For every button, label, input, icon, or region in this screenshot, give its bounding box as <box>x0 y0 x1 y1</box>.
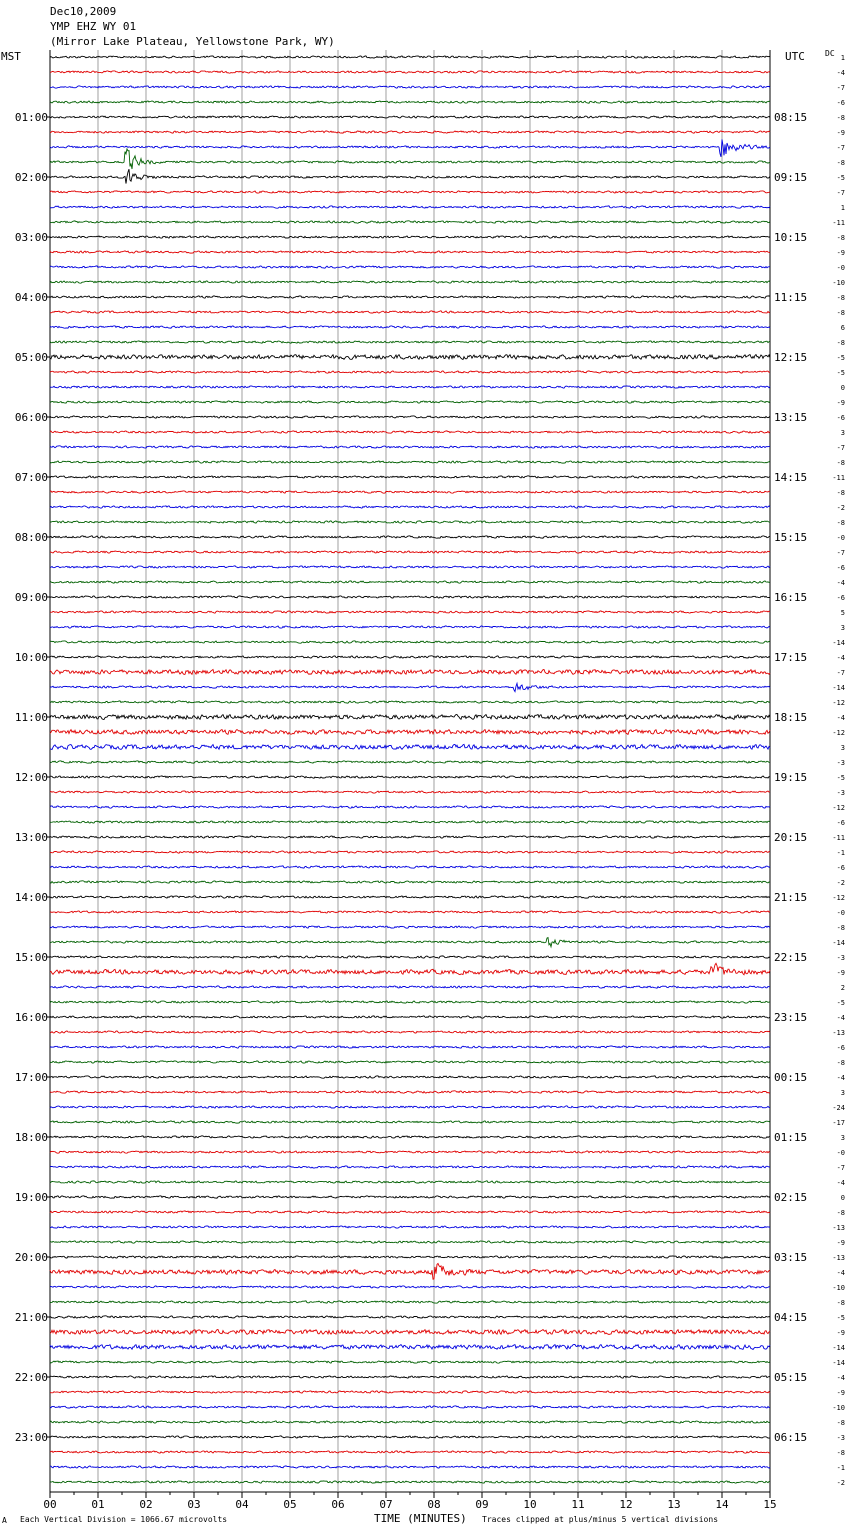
seismic-trace <box>50 116 770 118</box>
right-hour-label: 17:15 <box>774 651 808 664</box>
seismic-trace <box>50 986 770 988</box>
seismic-trace <box>50 551 770 553</box>
dc-offset-value: -8 <box>836 114 845 122</box>
dc-offset-value: -9 <box>836 1389 845 1397</box>
left-hour-label: 13:00 <box>14 831 48 844</box>
seismic-trace <box>50 1316 770 1318</box>
left-hour-label: 01:00 <box>14 111 48 124</box>
seismic-trace <box>50 1406 770 1408</box>
right-hour-label: 10:15 <box>774 231 808 244</box>
dc-offset-value: -11 <box>832 474 845 482</box>
right-hour-label: 21:15 <box>774 891 808 904</box>
header-station: YMP EHZ WY 01 <box>50 20 137 33</box>
dc-offset-value: 3 <box>840 1134 845 1142</box>
x-tick-label: 11 <box>571 1498 585 1511</box>
right-hour-label: 11:15 <box>774 291 808 304</box>
seismic-trace <box>50 596 770 598</box>
x-tick-label: 10 <box>523 1498 537 1511</box>
dc-offset-value: -17 <box>832 1119 845 1127</box>
left-hour-label: 15:00 <box>14 951 48 964</box>
seismic-trace <box>50 71 770 73</box>
dc-offset-value: -8 <box>836 459 845 467</box>
seismic-trace <box>50 566 770 568</box>
right-hour-label: 19:15 <box>774 771 808 784</box>
dc-offset-value: -6 <box>836 819 845 827</box>
seismic-trace <box>50 963 770 975</box>
dc-offset-value: -9 <box>836 129 845 137</box>
dc-offset-value: -0 <box>836 909 845 917</box>
seismic-trace <box>50 896 770 898</box>
dc-offset-value: -9 <box>836 1329 845 1337</box>
left-hour-label: 18:00 <box>14 1131 48 1144</box>
seismic-trace <box>50 1256 770 1258</box>
dc-offset-value: 1 <box>840 54 845 62</box>
x-tick-label: 06 <box>331 1498 345 1511</box>
dc-offset-value: -3 <box>836 1434 845 1442</box>
seismic-trace <box>50 641 770 643</box>
seismic-trace <box>50 776 770 778</box>
seismic-trace <box>50 139 770 156</box>
dc-offset-value: -4 <box>836 654 845 662</box>
right-timezone-label: UTC <box>785 50 805 63</box>
dc-offset-value: -8 <box>836 924 845 932</box>
dc-offset-value: -8 <box>836 1059 845 1067</box>
dc-offset-value: -14 <box>832 939 845 947</box>
seismic-trace <box>50 1016 770 1018</box>
right-hour-label: 23:15 <box>774 1011 808 1024</box>
right-hour-label: 15:15 <box>774 531 808 544</box>
x-tick-label: 12 <box>619 1498 633 1511</box>
seismic-trace <box>50 1046 770 1048</box>
right-hour-label: 14:15 <box>774 471 808 484</box>
left-timezone-label: MST <box>1 50 21 63</box>
right-hour-label: 08:15 <box>774 111 808 124</box>
seismic-trace <box>50 1330 770 1335</box>
seismic-trace <box>50 221 770 223</box>
dc-offset-value: -12 <box>832 729 845 737</box>
x-tick-label: 07 <box>379 1498 393 1511</box>
seismic-trace <box>50 1391 770 1393</box>
dc-offset-value: -11 <box>832 219 845 227</box>
seismic-trace <box>50 1136 770 1138</box>
seismic-trace <box>50 131 770 133</box>
dc-offset-value: -6 <box>836 594 845 602</box>
seismic-trace <box>50 446 770 448</box>
dc-offset-value: 0 <box>840 384 845 392</box>
seismic-trace <box>50 1061 770 1063</box>
header-date: Dec10,2009 <box>50 5 117 18</box>
seismic-trace <box>50 1241 770 1243</box>
x-tick-label: 04 <box>235 1498 249 1511</box>
seismic-trace <box>50 1436 770 1438</box>
dc-offset-value: -7 <box>836 189 845 197</box>
dc-offset-value: -6 <box>836 99 845 107</box>
dc-offset-value: 3 <box>840 1089 845 1097</box>
seismic-trace <box>50 236 770 238</box>
dc-offset-value: -8 <box>836 159 845 167</box>
x-tick-label: 03 <box>187 1498 201 1511</box>
right-hour-label: 02:15 <box>774 1191 808 1204</box>
dc-offset-value: -7 <box>836 669 845 677</box>
dc-offset-value: -4 <box>836 1179 845 1187</box>
seismic-trace <box>50 683 770 691</box>
seismic-trace <box>50 191 770 193</box>
dc-offset-value: -10 <box>832 279 845 287</box>
dc-offset-value: -7 <box>836 1164 845 1172</box>
x-tick-label: 14 <box>715 1498 729 1511</box>
seismic-trace <box>50 416 770 418</box>
seismic-trace <box>50 1376 770 1378</box>
dc-offset-value: -13 <box>832 1254 845 1262</box>
left-hour-label: 09:00 <box>14 591 48 604</box>
dc-offset-value: -0 <box>836 1149 845 1157</box>
right-hour-label: 06:15 <box>774 1431 808 1444</box>
seismic-trace <box>50 581 770 583</box>
seismic-trace <box>50 1421 770 1423</box>
seismic-trace <box>50 1301 770 1303</box>
x-tick-label: 09 <box>475 1498 489 1511</box>
left-hour-label: 06:00 <box>14 411 48 424</box>
dc-offset-value: -13 <box>832 1224 845 1232</box>
clip-note: Traces clipped at plus/minus 5 vertical divisions <box>482 1515 719 1524</box>
dc-offset-value: -10 <box>832 1284 845 1292</box>
seismic-trace <box>50 461 770 463</box>
seismic-trace <box>50 806 770 808</box>
left-hour-label: 22:00 <box>14 1371 48 1384</box>
seismic-trace <box>50 821 770 823</box>
seismic-trace <box>50 281 770 283</box>
x-tick-label: 01 <box>91 1498 105 1511</box>
dc-offset-value: -10 <box>832 1404 845 1412</box>
scale-note: Each Vertical Division = 1066.67 microvolts <box>20 1515 228 1524</box>
seismic-trace <box>50 506 770 508</box>
seismic-trace <box>50 326 770 328</box>
dc-offset-value: -4 <box>836 69 845 77</box>
seismic-trace <box>50 521 770 523</box>
x-tick-label: 15 <box>763 1498 777 1511</box>
header-location: (Mirror Lake Plateau, Yellowstone Park, WY) <box>50 35 335 48</box>
left-hour-label: 04:00 <box>14 291 48 304</box>
dc-offset-value: -3 <box>836 759 845 767</box>
seismic-trace <box>50 101 770 103</box>
dc-offset-value: -14 <box>832 1359 845 1367</box>
left-hour-label: 12:00 <box>14 771 48 784</box>
seismic-trace <box>50 431 770 433</box>
seismic-trace <box>50 371 770 373</box>
dc-offset-value: 1 <box>840 204 845 212</box>
right-hour-label: 18:15 <box>774 711 808 724</box>
dc-offset-value: -4 <box>836 1014 845 1022</box>
dc-offset-value: -4 <box>836 1074 845 1082</box>
seismic-trace <box>50 149 770 169</box>
dc-offset-value: -9 <box>836 1239 845 1247</box>
dc-offset-value: -8 <box>836 519 845 527</box>
dc-offset-value: -6 <box>836 414 845 422</box>
seismic-trace <box>50 938 770 947</box>
seismic-trace <box>50 611 770 613</box>
dc-offset-value: -9 <box>836 249 845 257</box>
seismic-trace <box>50 86 770 88</box>
dc-offset-value: -9 <box>836 969 845 977</box>
seismic-trace <box>50 1226 770 1228</box>
dc-offset-value: 0 <box>840 1194 845 1202</box>
x-tick-label: 00 <box>43 1498 57 1511</box>
seismic-trace <box>50 206 770 208</box>
dc-offset-value: -4 <box>836 579 845 587</box>
left-hour-label: 14:00 <box>14 891 48 904</box>
dc-offset-value: -14 <box>832 1344 845 1352</box>
dc-offset-value: -7 <box>836 444 845 452</box>
dc-offset-value: -12 <box>832 804 845 812</box>
dc-offset-value: -5 <box>836 1314 845 1322</box>
corner-mark: A <box>2 1516 7 1525</box>
dc-offset-value: -7 <box>836 144 845 152</box>
dc-offset-value: -6 <box>836 564 845 572</box>
dc-offset-value: -2 <box>836 504 845 512</box>
dc-offset-value: -8 <box>836 1209 845 1217</box>
dc-offset-value: -13 <box>832 1029 845 1037</box>
left-hour-label: 08:00 <box>14 531 48 544</box>
x-tick-label: 08 <box>427 1498 441 1511</box>
dc-offset-value: -8 <box>836 1419 845 1427</box>
dc-offset-value: -5 <box>836 999 845 1007</box>
dc-offset-value: -5 <box>836 354 845 362</box>
x-axis-title: TIME (MINUTES) <box>374 1512 467 1525</box>
seismic-trace <box>50 1031 770 1033</box>
dc-offset-value: -6 <box>836 1044 845 1052</box>
seismic-trace <box>50 866 770 868</box>
seismic-trace <box>50 851 770 853</box>
seismic-trace <box>50 266 770 268</box>
seismic-trace <box>50 956 770 958</box>
seismic-trace <box>50 670 770 675</box>
dc-offset-value: -7 <box>836 84 845 92</box>
dc-offset-value: -4 <box>836 1374 845 1382</box>
dc-offset-value: -1 <box>836 1464 845 1472</box>
dc-offset-value: -8 <box>836 294 845 302</box>
dc-offset-value: -8 <box>836 339 845 347</box>
seismic-trace <box>50 1106 770 1108</box>
dc-offset-value: -8 <box>836 309 845 317</box>
seismic-trace <box>50 251 770 253</box>
dc-offset-value: -0 <box>836 534 845 542</box>
dc-offset-value: 5 <box>840 609 845 617</box>
dc-offset-value: -8 <box>836 1299 845 1307</box>
left-hour-label: 21:00 <box>14 1311 48 1324</box>
seismic-trace <box>50 715 770 720</box>
dc-offset-value: -8 <box>836 1449 845 1457</box>
seismic-trace <box>50 1361 770 1363</box>
dc-offset-value: -8 <box>836 489 845 497</box>
dc-offset-value: -9 <box>836 399 845 407</box>
dc-offset-value: 6 <box>840 324 845 332</box>
dc-offset-value: -3 <box>836 954 845 962</box>
seismic-trace <box>50 1091 770 1093</box>
seismic-trace <box>50 761 770 763</box>
seismic-trace <box>50 1466 770 1468</box>
seismic-trace <box>50 1451 770 1453</box>
seismic-trace <box>50 1121 770 1123</box>
right-hour-label: 22:15 <box>774 951 808 964</box>
dc-offset-value: -14 <box>832 639 845 647</box>
dc-offset-value: -2 <box>836 879 845 887</box>
dc-offset-value: -14 <box>832 684 845 692</box>
dc-offset-value: 3 <box>840 744 845 752</box>
seismic-trace <box>50 169 770 183</box>
dc-offset-value: 3 <box>840 624 845 632</box>
seismic-trace <box>50 1001 770 1003</box>
seismic-trace <box>50 386 770 388</box>
seismic-trace <box>50 926 770 928</box>
seismic-trace <box>50 730 770 735</box>
seismic-trace <box>50 311 770 313</box>
seismic-trace <box>50 836 770 838</box>
seismic-trace <box>50 56 770 58</box>
dc-offset-value: -5 <box>836 774 845 782</box>
right-hour-label: 05:15 <box>774 1371 808 1384</box>
seismic-trace <box>50 1181 770 1183</box>
right-hour-label: 16:15 <box>774 591 808 604</box>
dc-offset-value: -3 <box>836 789 845 797</box>
seismic-trace <box>50 536 770 538</box>
left-hour-label: 02:00 <box>14 171 48 184</box>
left-hour-label: 10:00 <box>14 651 48 664</box>
seismic-trace <box>50 476 770 478</box>
seismic-trace <box>50 911 770 913</box>
left-hour-label: 11:00 <box>14 711 48 724</box>
left-hour-label: 17:00 <box>14 1071 48 1084</box>
dc-offset-value: -12 <box>832 894 845 902</box>
left-hour-label: 16:00 <box>14 1011 48 1024</box>
right-hour-label: 03:15 <box>774 1251 808 1264</box>
dc-offset-label: DC <box>825 49 835 58</box>
x-tick-label: 05 <box>283 1498 297 1511</box>
seismic-trace <box>50 1286 770 1288</box>
dc-offset-value: -11 <box>832 834 845 842</box>
dc-offset-value: -4 <box>836 714 845 722</box>
seismic-trace <box>50 1211 770 1213</box>
left-hour-label: 03:00 <box>14 231 48 244</box>
seismic-trace <box>50 791 770 793</box>
seismic-trace <box>50 341 770 343</box>
dc-offset-value: -0 <box>836 264 845 272</box>
right-hour-label: 13:15 <box>774 411 808 424</box>
x-tick-label: 02 <box>139 1498 153 1511</box>
right-hour-label: 12:15 <box>774 351 808 364</box>
seismic-trace <box>50 1481 770 1483</box>
dc-offset-value: -5 <box>836 369 845 377</box>
dc-offset-value: -8 <box>836 234 845 242</box>
dc-offset-value: -12 <box>832 699 845 707</box>
seismic-trace <box>50 355 770 360</box>
seismic-trace <box>50 491 770 493</box>
dc-offset-value: -6 <box>836 864 845 872</box>
dc-offset-value: -4 <box>836 1269 845 1277</box>
seismic-trace <box>50 701 770 703</box>
x-tick-label: 13 <box>667 1498 681 1511</box>
seismic-trace <box>50 1076 770 1078</box>
right-hour-label: 01:15 <box>774 1131 808 1144</box>
dc-offset-value: -7 <box>836 549 845 557</box>
seismic-trace <box>50 656 770 658</box>
seismic-trace <box>50 881 770 883</box>
left-hour-label: 19:00 <box>14 1191 48 1204</box>
left-hour-label: 05:00 <box>14 351 48 364</box>
seismic-trace <box>50 296 770 298</box>
dc-offset-value: -1 <box>836 849 845 857</box>
right-hour-label: 04:15 <box>774 1311 808 1324</box>
dc-offset-value: 3 <box>840 429 845 437</box>
seismic-trace <box>50 626 770 628</box>
seismic-trace <box>50 1264 770 1280</box>
seismic-trace <box>50 1196 770 1198</box>
seismic-trace <box>50 744 770 749</box>
seismic-trace <box>50 1345 770 1350</box>
right-hour-label: 09:15 <box>774 171 808 184</box>
seismic-trace <box>50 401 770 403</box>
dc-offset-value: -5 <box>836 174 845 182</box>
left-hour-label: 20:00 <box>14 1251 48 1264</box>
seismic-trace <box>50 1151 770 1153</box>
dc-offset-value: 2 <box>840 984 845 992</box>
right-hour-label: 00:15 <box>774 1071 808 1084</box>
dc-offset-value: -24 <box>832 1104 845 1112</box>
left-hour-label: 07:00 <box>14 471 48 484</box>
right-hour-label: 20:15 <box>774 831 808 844</box>
dc-offset-value: -2 <box>836 1479 845 1487</box>
seismic-trace <box>50 1166 770 1168</box>
left-hour-label: 23:00 <box>14 1431 48 1444</box>
